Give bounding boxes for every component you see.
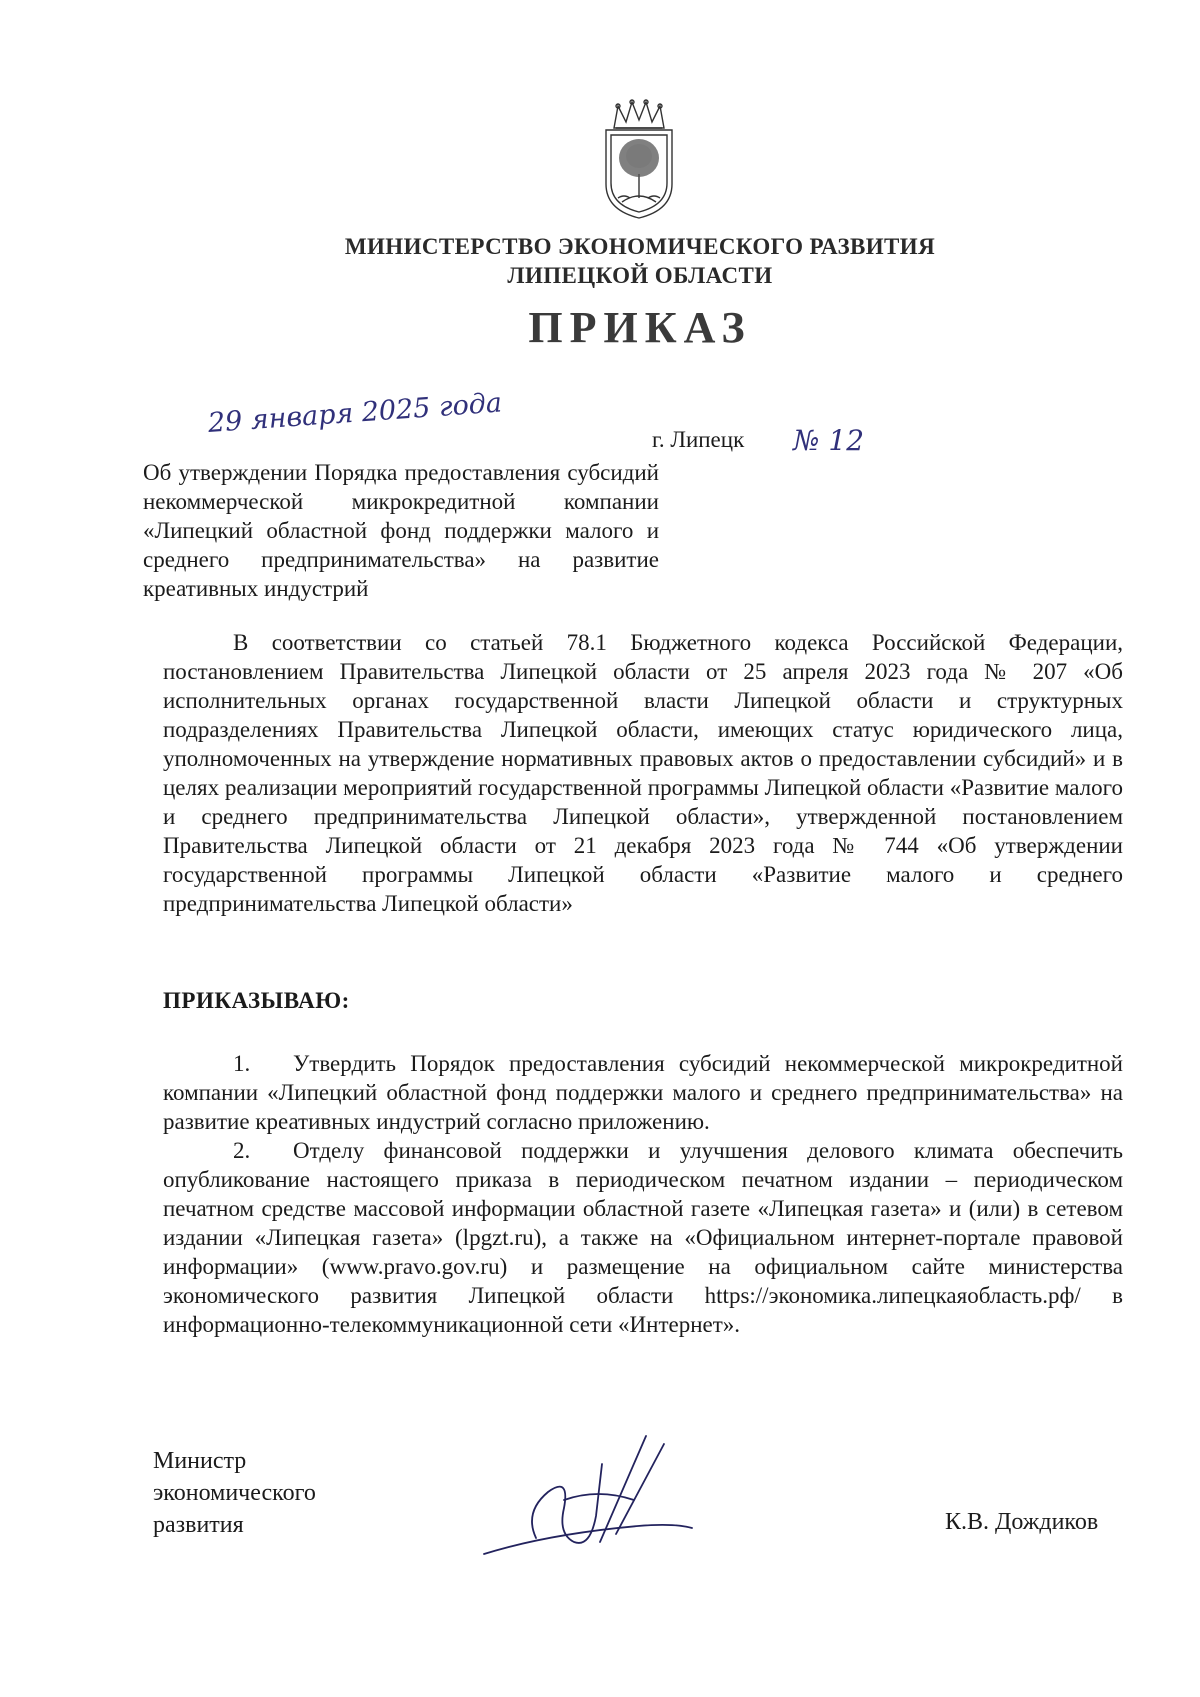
- handwritten-order-number: № 12: [793, 424, 865, 457]
- order-item: [163, 1049, 1123, 1136]
- item-number: 2.: [233, 1138, 251, 1163]
- item-text: Утвердить Порядок предоставления субсидий некоммерческой микрокредитной компании «Липецкий областной фонд поддержки малого и среднего предпринимательства» на развитие креативных индустрий согласно приложению.: [163, 1051, 1123, 1134]
- preamble-paragraph: В соответствии со статьей 78.1 Бюджетного кодекса Российской Федерации, постановлением Правительства Липецкой области от 25 апреля 2023 года № 207 «Об исполнительных органах государственной власти Липецкой области и структурных подразделениях Правительства Липецкой области, имеющих статус юридического лица, уполномоченных на утверждение нормативных правовых актов о предоставлении субсидий» и в целях реализации мероприятий государственной программы Липецкой области «Развитие малого и среднего предпринимательства Липецкой области», утвержденной постановлением Правительства Липецкой области от 21 декабря 2023 года № 744 «Об утверждении государственной программы Липецкой области «Развитие малого и среднего предпринимательства Липецкой области»: [163, 630, 1123, 916]
- signer-position-line: Министр: [153, 1448, 247, 1474]
- ministry-name-line2: ЛИПЕЦКОЙ ОБЛАСТИ: [507, 263, 773, 288]
- order-item: [163, 1136, 1123, 1339]
- signer-position: [153, 1445, 316, 1541]
- document-type-title: ПРИКАЗ: [528, 303, 752, 352]
- order-items: [163, 1049, 1123, 1339]
- ministry-name: [250, 232, 1030, 290]
- item-number: 1.: [233, 1051, 251, 1076]
- ministry-name-line1: МИНИСТЕРСТВО ЭКОНОМИЧЕСКОГО РАЗВИТИЯ: [344, 234, 936, 259]
- signer-position-line: развития: [153, 1512, 244, 1538]
- signer-name: К.В. Дождиков: [945, 1509, 1099, 1535]
- signer-position-line: экономического: [153, 1480, 316, 1506]
- order-subject: Об утверждении Порядка предоставления субсидий некоммерческой микрокредитной компании «Липецкий областной фонд поддержки малого и среднего предпринимательства» на развитие креативных индустрий: [143, 460, 659, 601]
- handwritten-signature: [478, 1430, 708, 1560]
- city-label: г. Липецк: [652, 427, 745, 452]
- order-directive: ПРИКАЗЫВАЮ:: [163, 988, 350, 1013]
- coat-of-arms-icon: [598, 98, 680, 220]
- item-text: Отделу финансовой поддержки и улучшения делового климата обеспечить опубликование настоящего приказа в периодическом печатном издании – периодическом печатном средстве массовой информации областной газете «Липецкая газета» и (или) в сетевом издании «Липецкая газета» (lpgzt.ru), а также на «Официальном интернет-портале правовой информации» (www.pravo.gov.ru) и размещение на официальном сайте министерства экономического развития Липецкой области https://экономика.липецкаяобласть.рф/ в информационно-телекоммуникационной сети «Интернет».: [163, 1138, 1123, 1337]
- handwritten-date: 29 января 2025 года: [206, 387, 503, 439]
